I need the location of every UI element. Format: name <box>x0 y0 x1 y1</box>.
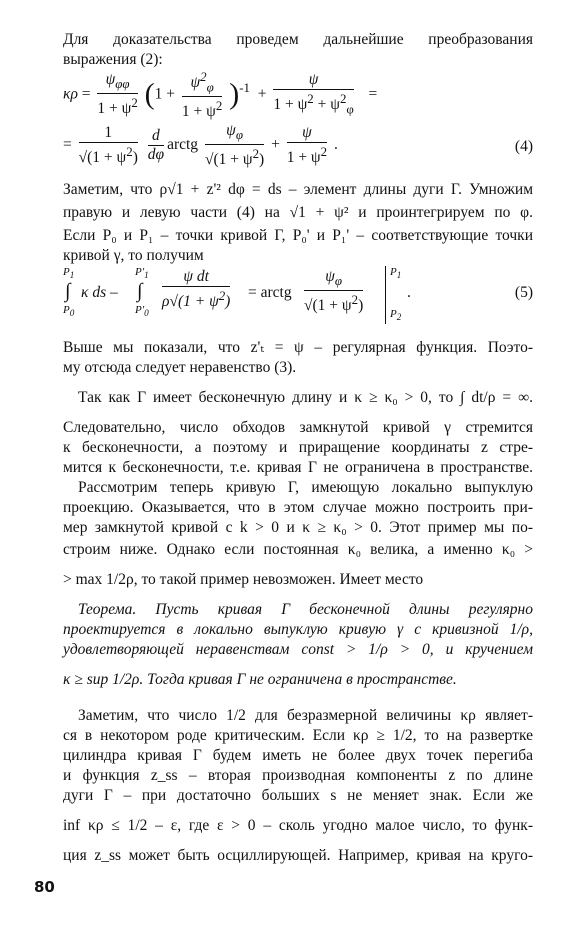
text-line: к бесконечности, а поэтому и приращение координаты z стре- <box>63 439 533 456</box>
text-line: мер замкнутой кривой с k > 0 и κ ≥ κ₀ > 0. Этот пример мы по- <box>63 519 533 536</box>
text-line: Рассмотрим теперь кривую Г, имеющую локально выпуклую <box>78 479 533 496</box>
text-line: Заметим, что число 1/2 для безразмерной величины κρ являет- <box>78 707 533 724</box>
text-line: и функция z_ss – вторая производная компоненты z по длине <box>63 767 533 784</box>
text-line: му отсюда следует неравенство (3). <box>63 359 297 376</box>
text-line: ся в некотором роде критическим. Если κρ ≥ 1/2, то на развертке <box>63 727 533 744</box>
text-line: дуги Г – при достаточно больших s не меняет знак. Если же <box>63 787 533 804</box>
theorem-line: удовлетворяющей неравенствам const > 1/ρ > 0, и кручением <box>63 641 533 658</box>
text-line: кривой γ, то получим <box>63 247 204 264</box>
text-line: выражения (2): <box>63 51 163 68</box>
text-line: Если P₀ и P₁ – точки кривой Г, P₀' и P₁' – соответствующие точки <box>63 227 533 244</box>
text-line: цилиндра кривая Г будем иметь не более двух точек перегиба <box>63 747 533 764</box>
text-line: Так как Г имеет бесконечную длину и κ ≥ κ₀ > 0, то ∫ dt/ρ = ∞. <box>78 389 533 406</box>
text-line: Выше мы показали, что z'ₜ = ψ – регулярная функция. Поэто- <box>63 339 533 356</box>
equation-4-line-2: = $\frac{1}{√(1 + \psi^2)}$ $\frac{d}{d\varphi}$ arctg $\frac{\psi_\varphi}{√(1 + \psi^2)}$ + $\frac{\psi}{1 + \psi^2}$ . <box>63 122 338 169</box>
text-line: правую и левую части (4) на √1 + ψ² и проинтегрируем по φ. <box>63 204 533 221</box>
theorem-line: Теорема. Пусть кривая Г бесконечной длины регулярно <box>78 601 533 618</box>
equation-5: $P_1$ ∫ $P_0$ κ ds – $P'_1$ ∫ $P'_0$ $\frac{\text{ψ dt}}{\rho√(1 + \psi^2)}$ = arctg $\frac{\psi_\varphi}{√(1 + \psi^2)}$ $P_1$ $P_2$ . <box>63 266 411 323</box>
text-line: Следовательно, число обходов замкнутой кривой γ стремится <box>63 419 533 436</box>
theorem-line: проектируется в локально выпуклую кривую γ с кривизной 1/ρ, <box>63 621 533 638</box>
theorem-line: κ ≥ sup 1/2ρ. Тогда кривая Г не ограничена в пространстве. <box>63 671 457 688</box>
text-line: проекцию. Оказывается, что в этом случае можно построить при- <box>63 499 533 516</box>
text-line: строим ниже. Однако если постоянная κ₀ велика, а именно κ₀ > <box>63 541 533 558</box>
text-line: мится к бесконечности, т.е. кривая Г не ограничена в пространстве. <box>63 459 533 476</box>
equation-4-line-1: κρ = $\frac{\psi_{\varphi\varphi}}{1 + \psi^2}$ (1 + $\frac{\psi^2_\varphi}{1 + \psi^2}$ )$^{-1}$ + $\frac{\psi}{1 + \psi^2 + \psi^2_\varphi}$ = <box>63 69 378 121</box>
text-line: Для доказательства проведем дальнейшие преобразования <box>63 31 533 48</box>
text-line: ция z_ss может быть осциллирующей. Например, кривая на круго- <box>63 847 533 864</box>
text-line: Заметим, что ρ√1 + z'² dφ = ds – элемент длины дуги Г. Умножим <box>63 181 533 198</box>
page-number: 80 <box>34 878 55 896</box>
text-line: > max 1/2ρ, то такой пример невозможен. Имеет место <box>63 571 424 588</box>
equation-number: (4) <box>514 138 533 155</box>
text-line: inf κρ ≤ 1/2 – ε, где ε > 0 – сколь угодно малое число, то функ- <box>63 817 533 834</box>
equation-number: (5) <box>514 284 533 301</box>
